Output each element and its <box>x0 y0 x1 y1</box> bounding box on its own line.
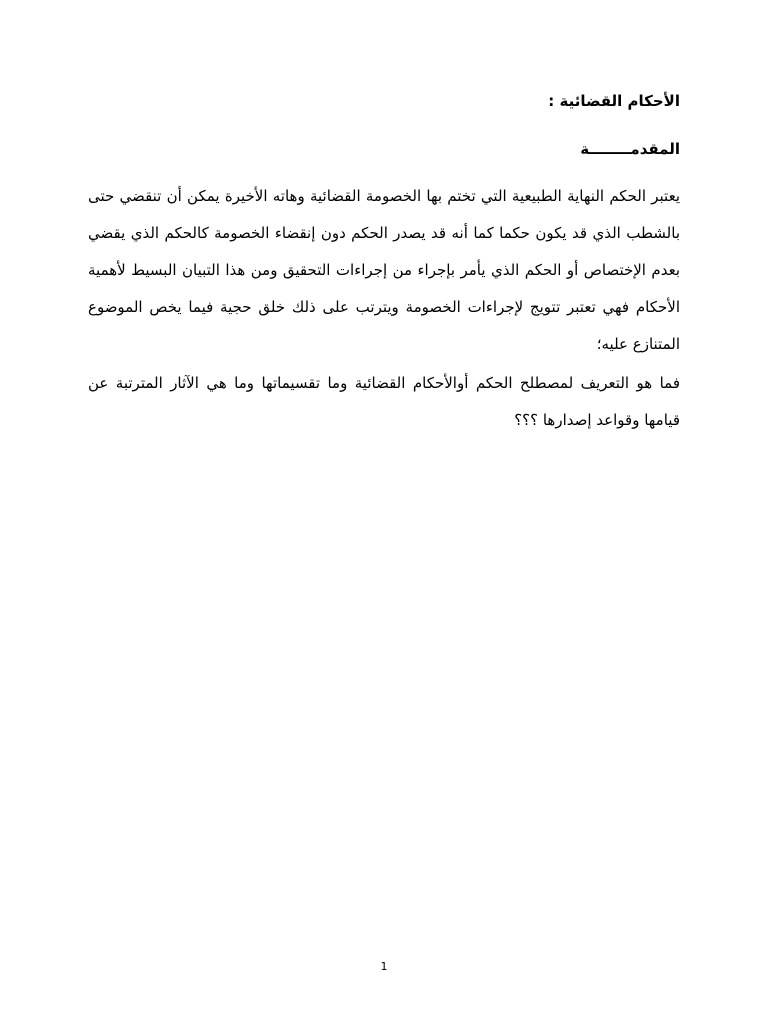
section-heading-introduction: المقدمــــــــة <box>580 140 680 158</box>
document-title: الأحكام القضائية : <box>548 92 680 110</box>
body-paragraph: يعتبر الحكم النهاية الطبيعية التي تختم بها الخصومة القضائية وهاته الأخيرة يمكن أن تنقضي حتى بالشطب الذي قد يكون حكما كما أنه قد يصدر الحكم دون إنقضاء الخصومة كالحكم الذي يقضي بعدم الإختصاص أو الحكم الذي يأمر بإجراء من إجراءات التحقيق ومن هذا التبيان البسيط لأهمية الأحكام فهي تعتبر تتويج لإجراءات الخصومة ويترتب على ذلك خلق حجية فيما يخص الموضوع المتنازع عليه؛ <box>88 187 680 353</box>
page-content <box>88 90 680 441</box>
page-number: 1 <box>380 960 388 973</box>
body-paragraph: فما هو التعريف لمصطلح الحكم أوالأحكام القضائية وما تقسيماتها وما هي الآثار المترتبة عن قيامها وقواعد إصدارها ؟؟؟ <box>88 374 680 429</box>
